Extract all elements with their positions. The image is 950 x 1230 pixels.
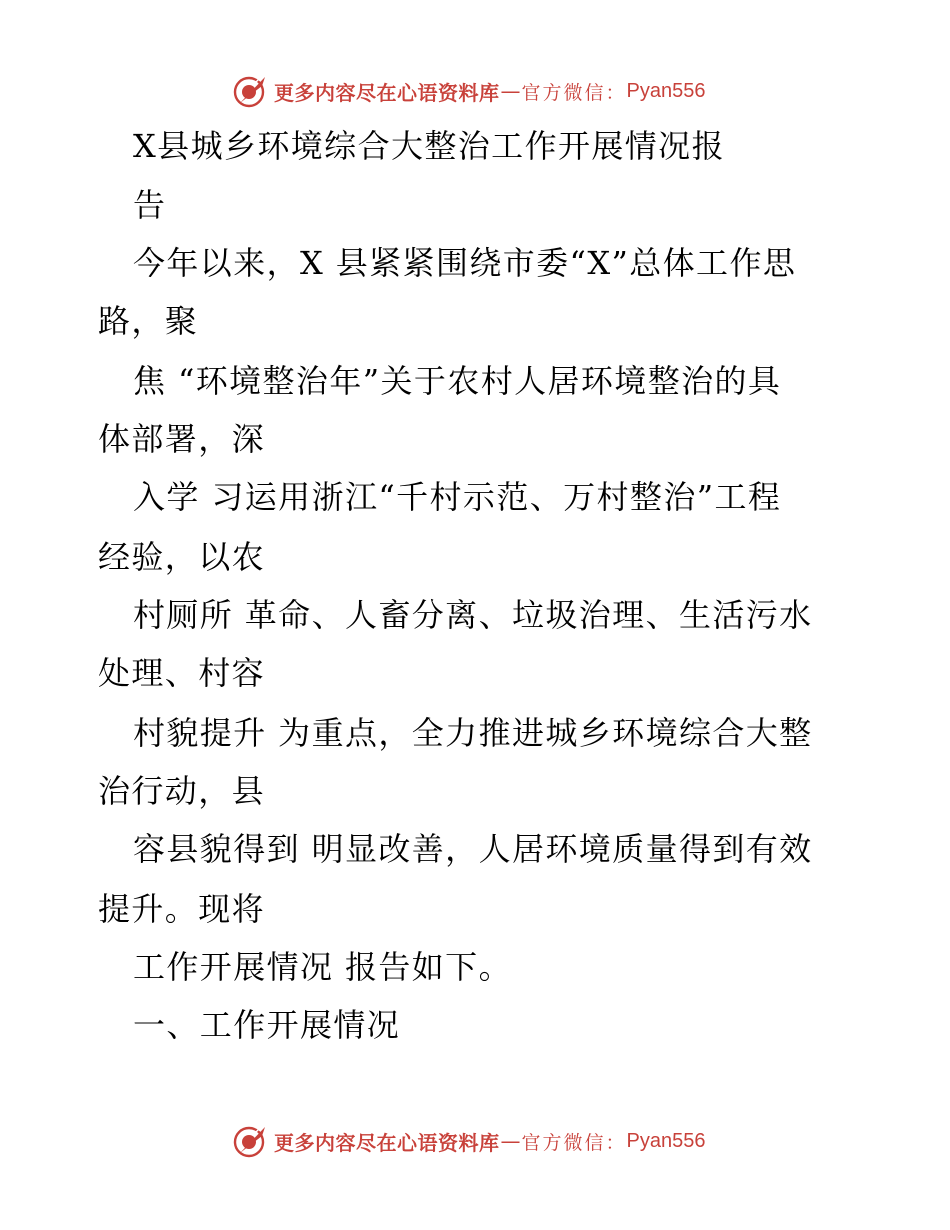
body-line: 今年以来，X 县紧紧围绕市委“X”总体工作思 <box>133 244 797 282</box>
document-title-continued: 告 <box>133 186 167 224</box>
body-line: 村厕所 革命、人畜分离、垃圾治理、生活污水 <box>133 596 813 634</box>
body-line: 工作开展情况 报告如下。 <box>133 948 512 986</box>
header-banner <box>232 71 705 111</box>
body-line: 处理、村容 <box>98 654 266 692</box>
banner-sub-text: 官方微信： <box>521 81 627 104</box>
body-line: 治行动，县 <box>98 772 266 810</box>
banner-dash: — <box>500 79 521 103</box>
banner-sub-text: 官方微信： <box>521 1131 627 1154</box>
banner-main-text: 更多内容尽在心语资料库 <box>274 80 500 105</box>
document-title: X县城乡环境综合大整治工作开展情况报 <box>133 127 725 165</box>
banner-main-text: 更多内容尽在心语资料库 <box>274 1130 500 1155</box>
body-line: 容县貌得到 明显改善，人居环境质量得到有效 <box>133 830 813 868</box>
quill-logo-icon <box>232 73 268 109</box>
body-line: 入学 习运用浙江“千村示范、万村整治”工程 <box>133 478 782 516</box>
body-line: 体部署，深 <box>98 420 266 458</box>
quill-logo-icon <box>232 1123 268 1159</box>
body-line: 经验，以农 <box>98 538 266 576</box>
banner-dash: — <box>500 1129 521 1153</box>
body-line: 村貌提升 为重点，全力推进城乡环境综合大整 <box>133 714 813 752</box>
body-line: 焦 “环境整治年”关于农村人居环境整治的具 <box>133 362 782 400</box>
body-line: 路，聚 <box>98 302 199 340</box>
banner-wechat-id: Pyan556 <box>626 79 706 102</box>
section-heading: 一、工作开展情况 <box>133 1006 401 1044</box>
banner-wechat-id: Pyan556 <box>626 1129 706 1152</box>
body-line: 提升。现将 <box>98 890 266 928</box>
footer-banner <box>232 1121 705 1161</box>
